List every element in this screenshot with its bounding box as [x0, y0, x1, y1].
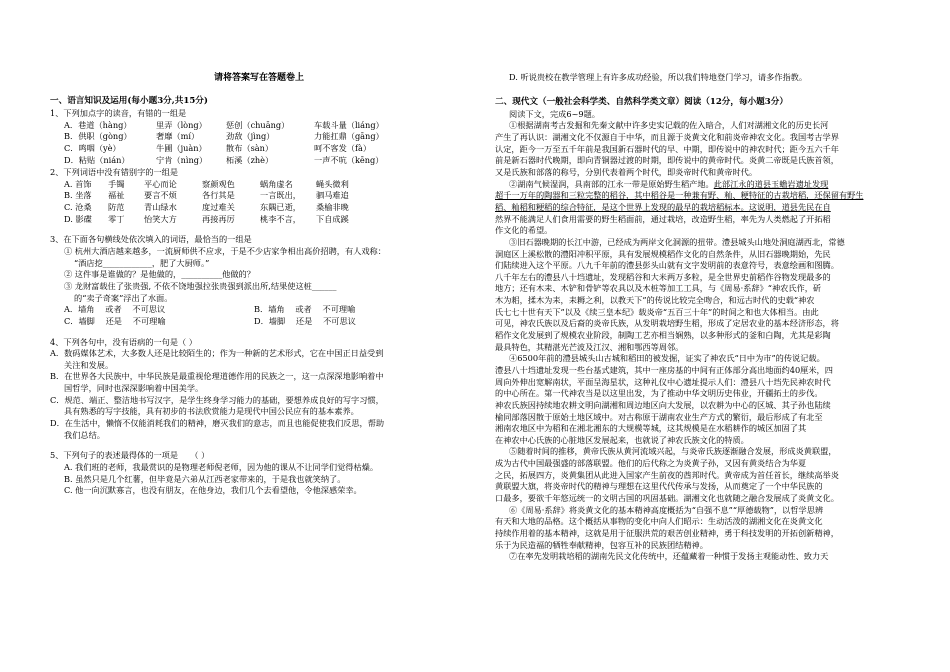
- q2-row-a: A. 首饰 手镯 平心而论 察颜观色 蜗角虚名 蝇头微利: [64, 178, 349, 189]
- q4-option-c1: C．规范、端正、整洁地书写汉字，是学生终身学习能力的基础，要想养成良好的写字习惯，: [50, 394, 384, 405]
- right-column: [495, 0, 910, 563]
- q5-option-b: B. 虽然只是几个红薯，但毕竟是六弟从江西老家带来的，于是我也就笑纳了。: [64, 473, 346, 484]
- paragraph-5: ⑤随着时间的推移，黄帝氏族从黄河流域兴起，与炎帝氏族逐渐融合发展，形成炎黄联盟， 成为古代中国最强盛的部落联盟。他们的后代称之为炎黄子孙，又因有黄炎结合为华夏 之民，拓展四方，炎黄集团从此进入国家产生前夜的酋邦时代。黄帝成为首任首长，继续高举炎 黄联盟大旗，将炎帝时代的精神与理想在这里代代传承与发扬，从而奠定了一个中华民族的 口最多，要欲千年悠远统一的文明古国的巩固基础。湖湘文化也就随之融合发展成了炎黄文化。: [495, 446, 839, 503]
- paragraph-6: ⑥《周易·系辞》将炎黄文化的基本精神高度概括为“自强不息”“厚德载物”，以哲学思辨 有天和大地的品格。这个概括从事物的变化中向人们昭示：生动活泼的湖湘文化在炎黄文化 持续作用着的基本精神，这就是用于征服洪荒的艰苦创业精神，勇于科技发明的开拓创新精神， 乐于为民造福的牺牲奉献精神，包容互补的民族团结精神。: [495, 504, 839, 550]
- q2-row-c: C. 沧桑 防范 青山绿水 度过难关 东隅已逝， 桑榆非晚: [64, 202, 349, 213]
- q3-sentence-3b: 的“卖子奇案”浮出了水面。: [74, 292, 173, 303]
- q1-row-a: A．巷道（hàng） 里弄（lòng） 惩创（chuāng） 车载斗量（liáng）: [64, 119, 384, 130]
- q1-row-d: D．粘贴（nián） 宁肯（nìng） 柘溪（zhè） 一声不吭（kēng）: [64, 154, 384, 165]
- question-3: [50, 234, 468, 327]
- q4-option-a2: 关注和发展。: [64, 359, 114, 370]
- q5-option-a: A. 我们班的老师，我最赏识的是物理老师倪老师，因为他的课从不让同学们觉得枯燥。: [64, 461, 379, 472]
- q4-option-c2: 具有熟悉的写字技能，具有初步的书法欣赏能力是现代中国公民应有的基本素养。: [64, 406, 359, 417]
- question-4: [50, 337, 468, 442]
- q3-stem: 3、在下面各句横线处依次填入的词语，最恰当的一组是: [50, 234, 252, 245]
- q2-row-b: B. 坐落 福祉 要言不烦 各行其是 一言既出， 驷马难追: [64, 190, 349, 201]
- paragraph-4: ④6500年前的澧县城头山古城和稻田的被发掘，证实了神农氏“日中为市”的传说记载。 澧县八十垱遗址发现一些台基式建筑，其中一座房基的中间有正体部分高出地面约40厘米，四 周向外伸出宽解南状，平面呈海星状，这种礼仪中心遗址提示人们：澧县八十垱先民神农时代 的中心所在。第一代神农当是以这里出发，为了推动中华文明历史伟业，开疆拓土的步伐。 神农氏族因持续地农耕文明向湖湘和周边地区向大发展，以农耕为中心的区城、其子孙也陆续 榆同部落因散于原始土地区域中。对古称原于湖南农业生产方式的繁衍，最后形成了有北至 湘南农地区中为稻和在湘北湘东的大规模等城，这其规模是在水稻耕作的城区加固了其 在神农中心氏族的心脏地区发展起来，也就说了神农氏族文化的特质。: [495, 353, 833, 445]
- q3-sentence-3a: ③ 龙财富载住了张贵强, 不依不饶地强拉张贵强到派出所,结果使这桩______: [64, 280, 337, 291]
- reading-intro: 阅读下文，完成6~9题。: [509, 108, 600, 119]
- q2-row-d: D. 影碟 零丁 怡笑大方 再接再厉 桃李不言， 下自成蹊: [64, 213, 349, 224]
- q3-sentence-1a: ① 杭州大酒店越来越多，一流厨师供不应求，于是不少店家争相出高价招聘，有人戏称：: [64, 246, 386, 257]
- q1-row-b: B．供职（gòng） 奢靡（mí） 劲敌（jìng） 力能扛鼎（gāng）: [64, 131, 384, 142]
- paragraph-2: ②湖南气候湿润，具南部的江永一带是原始野生稻产地。此部江永的道县玉蟾岩遗址发现 超千一万年的陶器和三粒完整的稻谷，其中稻谷是一种兼有野、籼、粳特征的古栽培稻，还保留有野生 稻、籼稻和粳稻的综合特征，是这个世界上发现的最早的栽培稻标本。这说明，道县先民在自 然界不能满足人们食用需要的野生稻面前，通过栽培，改造野生稻，率先为人类燃起了开拓稻 作文化的希望。: [495, 178, 864, 236]
- section1-title: 一、语言知识及运用(每小题3分,共15分): [50, 95, 208, 106]
- q3-sentence-1b: “酒店挖____________，肥了大厨师。”: [74, 257, 210, 268]
- paragraph-7: ⑦在率先发明栽培稻的湖南先民文化传统中，还蕴藏着一种惯于发扬主观能动性、致力天: [509, 551, 829, 562]
- q4-option-d1: D．在生活中，懒惰不仅能消耗我们的精神，磨灭我们的意志，而且也能促使我们反思，帮助: [50, 417, 385, 428]
- q4-option-b1: B．在世界各大民族中，中华民族是最重视伦理道德作用的民族之一，这一点深深地影响着中: [50, 371, 384, 382]
- q1-row-c: C．鸣咽（yè） 牛圃（juàn） 散布（sàn） 呵不客发（fà）: [64, 142, 372, 153]
- q5-option-d: D. 听说贵校在教学管理上有许多成功经验，所以我们特地登门学习，请多作指教。: [509, 72, 808, 82]
- q5-option-c: C. 他一向沉默寡言，也没有朋友，在他身边，我们几个去看望他，令他深感荣幸。: [64, 485, 362, 496]
- q4-option-d2: 我们总结。: [64, 429, 105, 440]
- exam-header: 请将答案写在答题卷上: [213, 73, 304, 83]
- question-1: [50, 108, 468, 166]
- q4-option-a1: A．数码媒体艺术，大多数人还是比较陌生的；作为一种新的艺术形式，它在中国正日益受到: [50, 348, 384, 359]
- q3-options-ab: A．墙角 或者 不可思议 B．墙角 或者 不可理喻: [64, 304, 356, 315]
- q3-sentence-2: ② 这件事是谁做的？是他做的，__________他做的？: [64, 269, 255, 280]
- q4-stem: 4、下列各句中，没有语病的一句是（ ）: [50, 336, 197, 347]
- q4-option-b2: 国哲学，同时也深深影响着中国美学。: [64, 383, 204, 394]
- question-2: [50, 167, 468, 225]
- q2-stem: 2、下列词语中没有错别字的一组是: [50, 167, 179, 178]
- left-column: [50, 0, 468, 497]
- q3-options-cd: C．墙脚 还是 不可理喻 D．墙脚 还是 不可思议: [64, 315, 356, 326]
- paragraph-3: ③旧石器晚期的长江中游，已经成为两岸文化洞源的扭带。澧县城头山地处洞庭湖西北，常德 洞庭区上溪松散的澧阳冲积平原，具有发展规模稻作文化的自然条件，从旧石器晚期始，先民 们陆续进入这个平原。八九千年前的澧县彭头山就有文字发明前的表意符号，表意绘画和图腾。 八千年左右的澧县八十垱遗址，发现稻谷和大米两万多粒，是全世界史前稻作谷物发现最多的 地方；还有木耒、木铲和骨铲等农具以及木桩等加工工具，与《周易·系辞》“神农氏作，斫 木为耜，揉木为耒，耒耨之利，以教天下”的传说比较完全吻合，和远古时代的史载“神农 氏七七十世有天下”以及《续三皇本纪》载炎帝“五百三十年”的时间之和也大体相当。由此 可见，神农氏族以及后裔的炎帝氏族，从发明栽培野生稻，形成了定居农业的基本经济形态，将 稻作文化发展到了规模农业阶段，制陶工艺亦相当娴熟，以多种形式的釜和白陶，尤其是彩陶 最具特色，其精湛光芒波及江汉、湘和鄂西等周邻。: [495, 236, 845, 352]
- paragraph-1: ①根据湖南考古发掘和先秦文献中许多史实记载的佐入暗合，人们对湖湘文化的历史长河 产生了再认识：湖湘文化不仅源自于中华，而且源于炎黄文化和前炎帝神农文化。我国考古学界 认定，距今一万至五千年前是我国新石器时代的早、中期，即传说中的神农时代；距今五六千年 前是新石器时代晚期，即向青铜器过渡的时期，即传说中的黄帝时代。炎黄二帝既是氏族首领， 又是氏族和部落的称号，分别代表着两个时代，即炎帝时代和黄帝时代。: [495, 120, 839, 178]
- question-5: [50, 450, 468, 497]
- q1-stem: 1、下列加点字的读音，有错的一组是: [50, 107, 187, 118]
- q5-stem: 5、下列句子的表述最得体的一项是 （ ）: [50, 450, 210, 461]
- section2-title: 二、现代文（一般社会科学类、自然科学类文章）阅读（12分，每小题3分）: [495, 96, 788, 107]
